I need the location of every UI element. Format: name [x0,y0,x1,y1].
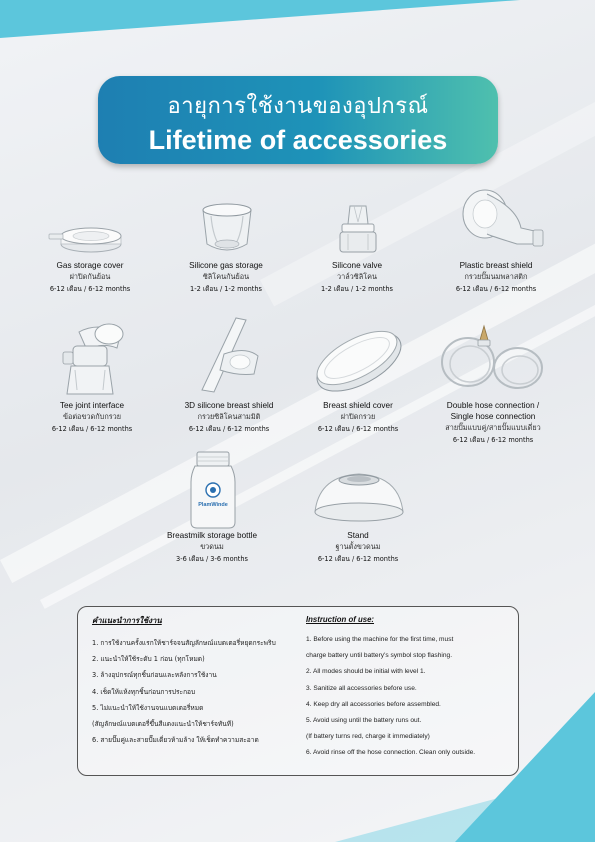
title-banner [98,76,498,164]
silicone-valve-image [282,202,432,260]
accessory-name-thai: ฝาปิดกันย้อน [69,272,111,281]
accessory-gas-storage-cover [15,218,165,295]
accessory-breast-shield-cover [283,318,433,435]
instruction-line: 2. แนะนำให้ใช้ระดับ 1 ก่อน (ทุกโหมด) [92,655,205,664]
accessory-lifetime: 6-12 เดือน / 6-12 months [317,425,399,433]
instruction-line: 2. All modes should be initial with level 1. [306,668,426,676]
title-english: Lifetime of accessories [148,125,448,155]
instruction-line: 3. ล้างอุปกรณ์ทุกชิ้นก่อนและหลังการใช้งาน [92,671,217,680]
accessory-plastic-breast-shield [421,186,571,295]
accessory-name-thai: วาล์วซิลิโคน [337,272,377,281]
instruction-line: 1. Before using the machine for the first time, must [306,636,454,643]
accessory-name-thai: กรวยซิลิโคนสามมิติ [197,412,261,421]
accessory-hose-connection [418,318,568,446]
instruction-line: 4. เช็ดให้แห้งทุกชิ้นก่อนการประกอบ [92,687,196,696]
corner-accent-top [0,0,520,38]
instruction-line: 5. Avoid using until the battery runs out. [306,717,422,725]
accessory-silicone-gas-storage [151,198,301,295]
instruction-line: 6. สายปั๊มคู่และสายปั๊มเดี่ยวห้ามล้าง ให้เช็ดทำความสะอาด [92,736,259,745]
accessory-name-thai: ฐานตั้งขวดนม [335,542,381,551]
tee-joint-interface-image [17,318,167,400]
plastic-breast-shield-image [421,186,571,260]
accessory-lifetime: 1-2 เดือน / 1-2 months [321,285,393,293]
instruction-line: 4. Keep dry all accessories before assembled. [306,700,441,708]
silicone-gas-storage-image [151,198,301,260]
instructions-thai [92,615,276,748]
accessory-name-thai: ซิลิโคนกันย้อน [202,272,250,281]
accessory-storage-bottle [137,448,287,565]
instruction-line: 6. Avoid rinse off the hose connection. Clean only outside. [306,749,476,757]
accessory-name-thai: ข้อต่อขวดกับกรวย [62,412,122,421]
instruction-line: (สัญลักษณ์แบตเตอรี่ขึ้นสีแดงแนะนำให้ชาร์จทันที) [92,720,234,729]
instructions-thai-heading: คำแนะนำการใช้งาน [92,616,162,625]
stand-image [283,462,433,530]
storage-bottle-image [137,448,287,530]
accessory-name-thai: ฝาปิดกรวย [340,412,376,421]
accessory-lifetime: 1-2 เดือน / 1-2 months [190,285,262,293]
instruction-line: charge battery until battery's symbol stop flashing. [306,652,453,660]
silicone-breast-shield-image [154,314,304,400]
instruction-line: 1. การใช้งานครั้งแรกให้ชาร์จจนสัญลักษณ์แบตเตอรี่หยุดกระพริบ [92,639,276,647]
accessory-name: Silicone valve [331,261,383,270]
accessory-lifetime: 6-12 เดือน / 6-12 months [455,285,537,293]
instruction-line: 5. ไม่แนะนำให้ใช้งานจนแบตเตอรี่หมด [92,703,204,712]
instructions-english-heading: Instruction of use: [306,615,375,624]
accessory-name: Breastmilk storage bottle [166,531,258,540]
accessory-name-thai: กรวยปั๊มนมพลาสติก [464,272,528,281]
accessory-name: Gas storage cover [56,261,124,270]
accessory-name-line-2: Single hose connection [450,412,536,421]
accessory-stand [283,462,433,565]
accessory-tee-joint-interface [17,318,167,435]
accessory-name: Stand [347,531,369,540]
accessory-lifetime: 3-6 เดือน / 3-6 months [176,555,248,563]
instructions-panel [77,606,519,776]
accessory-3d-silicone-breast-shield [154,314,304,435]
bottle-brand-label: PlamWinde [198,502,228,508]
accessory-name-thai: ขวดนม [200,542,224,551]
accessory-name: Tee joint interface [59,401,125,410]
accessory-name: 3D silicone breast shield [184,401,274,410]
instructions-english [306,615,475,762]
accessory-name: Silicone gas storage [189,261,263,270]
breast-shield-cover-image [283,318,433,400]
accessory-name: Double hose connection / [446,401,540,410]
accessory-lifetime: 6-12 เดือน / 6-12 months [452,436,534,444]
gas-storage-cover-image [15,218,165,260]
hose-connection-image [418,318,568,400]
accessory-lifetime: 6-12 เดือน / 6-12 months [49,285,131,293]
accessory-lifetime: 6-12 เดือน / 6-12 months [51,425,133,433]
instruction-line: 3. Sanitize all accessories before use. [306,684,417,692]
title-thai: อายุการใช้งานของอุปกรณ์ [167,94,429,119]
accessory-lifetime: 6-12 เดือน / 6-12 months [317,555,399,563]
instruction-line: (If battery turns red, charge it immediately) [306,733,430,741]
accessory-name: Plastic breast shield [459,261,533,270]
accessory-silicone-valve [282,202,432,295]
accessory-name: Breast shield cover [323,401,393,410]
accessory-lifetime: 6-12 เดือน / 6-12 months [188,425,270,433]
accessory-name-thai: สายปั๊มแบบคู่/สายปั๊มแบบเดี่ยว [445,423,541,432]
